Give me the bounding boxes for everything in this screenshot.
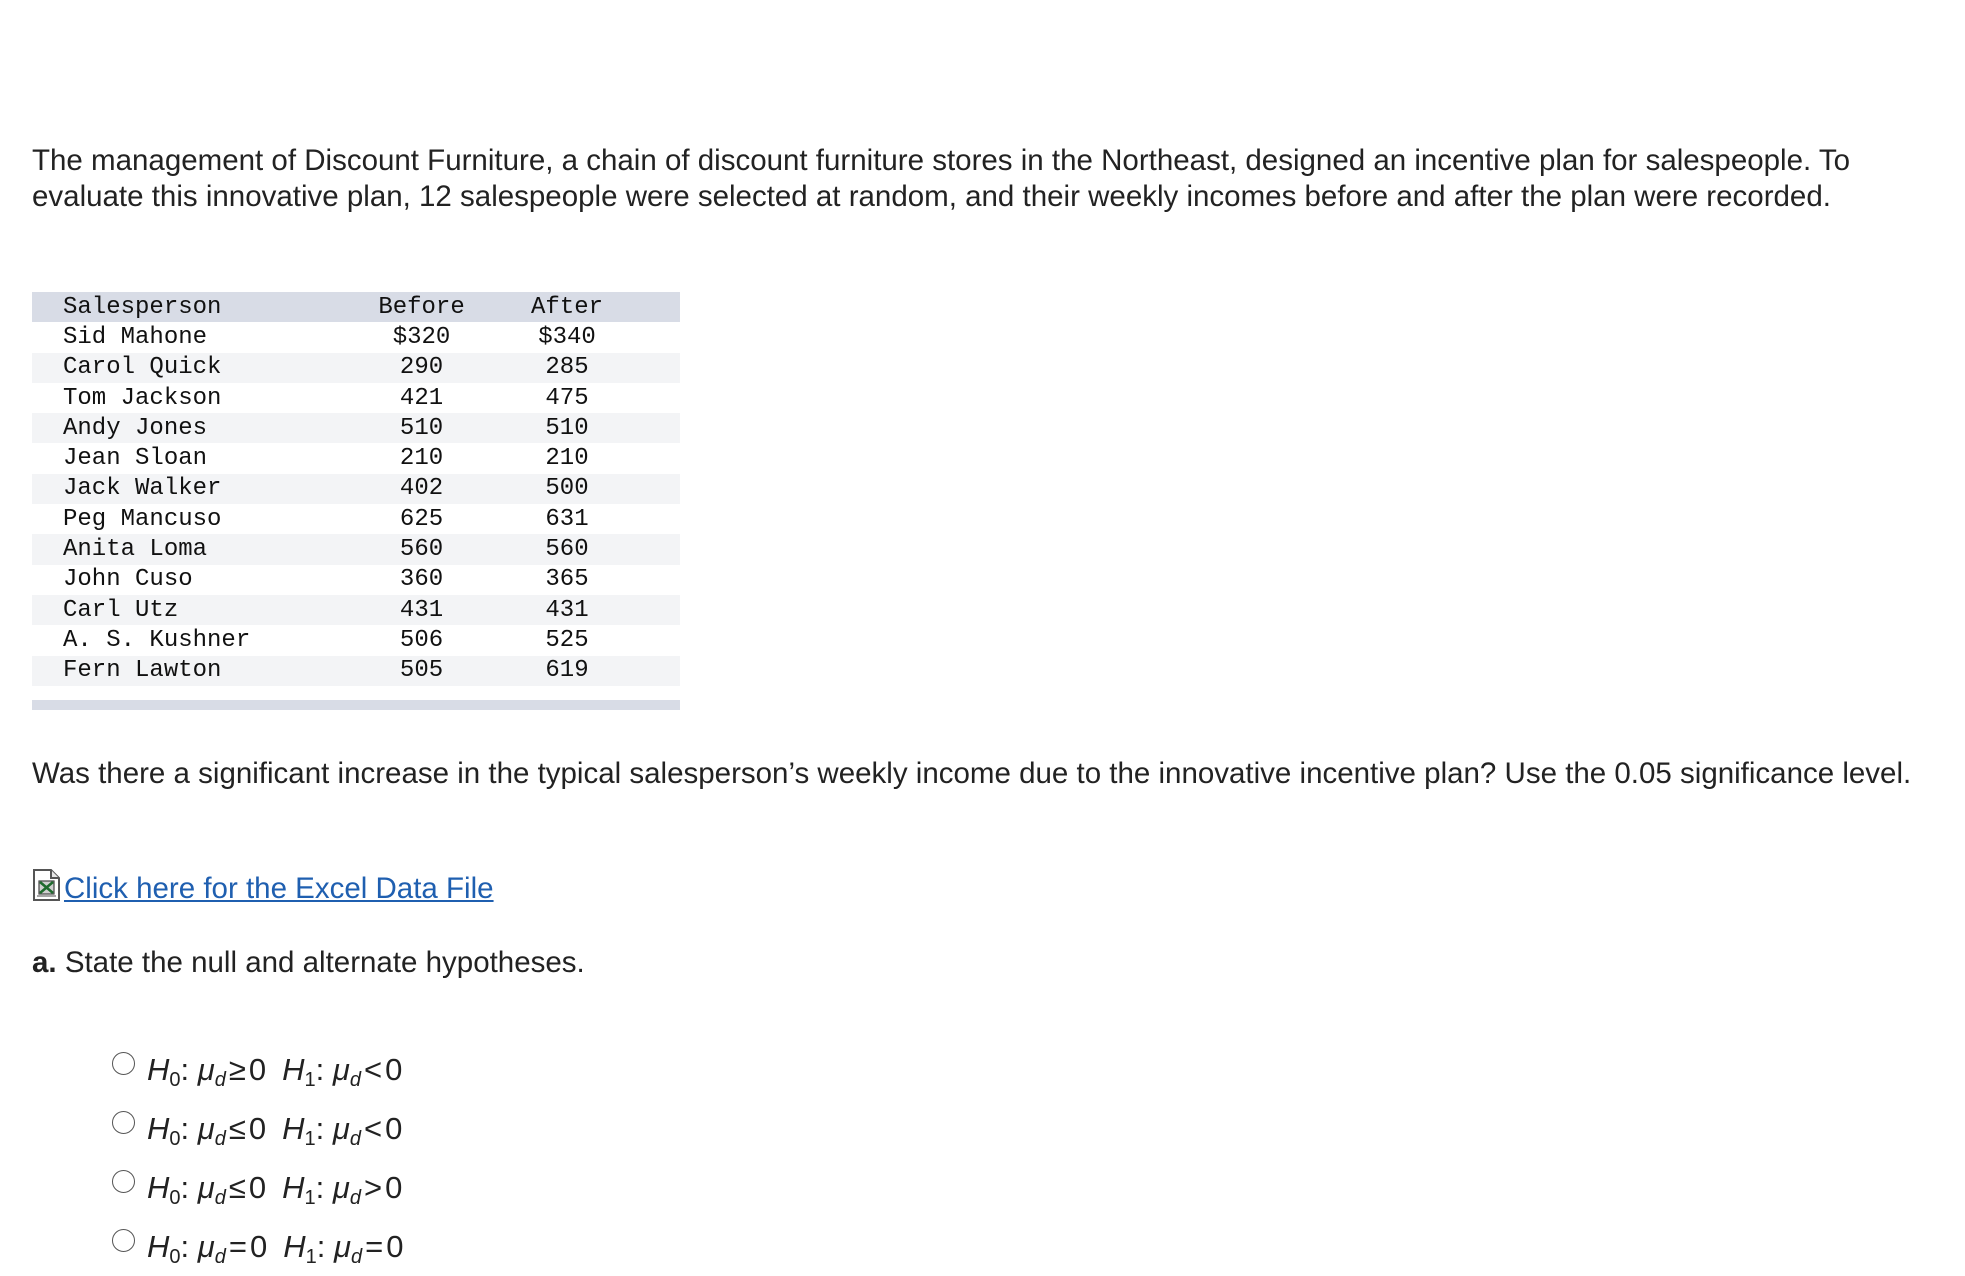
cell-salesperson: Anita Loma (63, 536, 208, 564)
cell-after: $340 (538, 323, 596, 351)
mu-subscript: d (349, 1186, 361, 1209)
cell-before: 210 (399, 445, 444, 473)
intro-paragraph: The management of Discount Furniture, a chain of discount furniture stores in the Northeast, designed an incentive plan for salespeople. To evaluate this innovative plan, 12 salespeople were selected at random, and their weekly incomes before and after the plan were recorded. (32, 144, 1851, 213)
cell-before: 290 (399, 354, 444, 382)
mu-symbol: μ (197, 1110, 215, 1146)
radio-button[interactable] (112, 1111, 135, 1134)
table-row (32, 565, 680, 595)
cell-after: 365 (545, 566, 589, 594)
h1-subscript: 1 (305, 1245, 317, 1268)
cell-before: 421 (399, 384, 444, 412)
cell-salesperson: A. S. Kushner (63, 626, 251, 654)
cell-salesperson: Andy Jones (63, 414, 208, 442)
mu-subscript: d (349, 1127, 361, 1150)
cell-after: 525 (545, 626, 589, 654)
cell-after: 431 (545, 596, 589, 624)
mu-subscript: d (350, 1245, 363, 1268)
mu-subscript: d (349, 1068, 361, 1091)
h1-operator: > (363, 1169, 383, 1205)
cell-after: 475 (545, 384, 589, 412)
h0-value: 0 (248, 1110, 267, 1146)
cell-before: 625 (399, 505, 444, 533)
h1-symbol: H (282, 1169, 305, 1205)
h1-symbol: H (283, 1228, 306, 1264)
table-row (32, 443, 680, 473)
hypothesis-text: $H_0$: $\mu_d\le 0$ $H_1$: $\mu_d<0$ (147, 1110, 403, 1150)
mu-symbol: μ (332, 1051, 350, 1087)
cell-before: 560 (399, 536, 444, 564)
h1-symbol: H (282, 1110, 305, 1146)
h0-operator: ≥ (228, 1051, 246, 1087)
h0-subscript: 0 (169, 1068, 181, 1091)
h1-operator: = (365, 1228, 384, 1264)
h1-value: 0 (386, 1228, 404, 1264)
cell-after: 510 (545, 414, 589, 442)
h1-operator: < (363, 1110, 383, 1146)
column-header-salesperson: Salesperson (63, 293, 222, 321)
part-a-label: a. (32, 946, 57, 979)
income-data-table (32, 292, 680, 686)
table-row (32, 322, 680, 352)
cell-after: 560 (545, 536, 589, 564)
h1-value: 0 (385, 1169, 403, 1205)
h0-subscript: 0 (169, 1245, 181, 1268)
hypothesis-option-1[interactable] (112, 1040, 403, 1099)
cell-salesperson: Jean Sloan (63, 445, 208, 473)
h0-value: 0 (248, 1169, 267, 1205)
cell-before: 505 (399, 657, 444, 685)
column-header-before: Before (378, 293, 465, 321)
cell-after: 285 (545, 354, 589, 382)
table-footer-bar (32, 700, 680, 710)
table-row (32, 413, 680, 443)
table-row (32, 625, 680, 655)
hypothesis-text: $H_0$: $\mu_d\le 0$ $H_1$: $\mu_d>0$ (147, 1169, 403, 1209)
h1-subscript: 1 (304, 1186, 316, 1209)
radio-button[interactable] (112, 1052, 135, 1075)
h1-subscript: 1 (304, 1068, 316, 1091)
h0-value: 0 (249, 1228, 268, 1264)
h1-symbol: H (282, 1051, 305, 1087)
h1-value: 0 (385, 1051, 403, 1087)
cell-salesperson: Jack Walker (63, 475, 222, 503)
cell-before: $320 (392, 323, 451, 351)
cell-salesperson: Fern Lawton (63, 657, 222, 685)
excel-data-file-link[interactable]: Click here for the Excel Data File (64, 872, 494, 905)
h0-subscript: 0 (169, 1127, 181, 1150)
mu-symbol: μ (197, 1169, 215, 1205)
mu-symbol: μ (332, 1110, 350, 1146)
question-paragraph: Was there a significant increase in the typical salesperson’s weekly income due to the innovative incentive plan? Use the 0.05 significance level. (32, 757, 1912, 790)
part-a-prompt (32, 945, 585, 981)
cell-salesperson: Peg Mancuso (63, 505, 222, 533)
cell-before: 431 (399, 596, 444, 624)
cell-before: 510 (399, 414, 444, 442)
cell-after: 619 (545, 657, 589, 685)
hypothesis-text: $H_0$: $\mu_d=0$ $H_1$: $\mu_d=0$ (147, 1228, 404, 1268)
table-row (32, 534, 680, 564)
cell-after: 210 (545, 445, 589, 473)
table-header-row (32, 292, 680, 322)
mu-symbol: μ (197, 1228, 215, 1264)
mu-subscript: d (214, 1127, 226, 1150)
cell-after: 631 (545, 505, 589, 533)
h0-operator: = (228, 1228, 247, 1264)
h0-subscript: 0 (169, 1186, 181, 1209)
excel-file-icon[interactable] (32, 868, 62, 902)
h1-subscript: 1 (304, 1127, 316, 1150)
cell-salesperson: Sid Mahone (63, 323, 208, 351)
column-header-after: After (531, 293, 604, 321)
part-a-text: State the null and alternate hypotheses. (64, 946, 585, 979)
mu-subscript: d (214, 1068, 226, 1091)
mu-subscript: d (214, 1186, 226, 1209)
mu-symbol: μ (197, 1051, 215, 1087)
cell-before: 506 (399, 626, 444, 654)
h1-value: 0 (385, 1110, 403, 1146)
cell-after: 500 (545, 475, 589, 503)
h0-symbol: H (147, 1110, 170, 1146)
table-row (32, 656, 680, 686)
radio-button[interactable] (112, 1170, 135, 1193)
mu-symbol: μ (332, 1169, 350, 1205)
h0-value: 0 (248, 1051, 267, 1087)
hypothesis-option-4[interactable] (112, 1217, 403, 1276)
table-row (32, 504, 680, 534)
excel-link-row[interactable] (32, 868, 494, 908)
h0-symbol: H (147, 1169, 170, 1205)
hypothesis-option-3[interactable] (112, 1158, 403, 1217)
cell-salesperson: Carl Utz (63, 596, 179, 624)
cell-before: 402 (399, 475, 444, 503)
h0-symbol: H (147, 1228, 170, 1264)
h0-symbol: H (147, 1051, 170, 1087)
h0-operator: ≤ (228, 1169, 246, 1205)
radio-button[interactable] (112, 1229, 135, 1252)
hypothesis-text: $H_0$: $\mu_d\ge 0$ $H_1$: $\mu_d<0$ (147, 1051, 403, 1091)
cell-salesperson: Carol Quick (63, 354, 222, 382)
h0-operator: ≤ (228, 1110, 246, 1146)
hypothesis-options (112, 1040, 403, 1276)
mu-subscript: d (214, 1245, 226, 1268)
table-row (32, 383, 680, 413)
table-row (32, 474, 680, 504)
cell-salesperson: Tom Jackson (63, 384, 222, 412)
mu-symbol: μ (333, 1228, 351, 1264)
cell-before: 360 (399, 566, 444, 594)
table-row (32, 595, 680, 625)
cell-salesperson: John Cuso (63, 566, 193, 594)
hypothesis-option-2[interactable] (112, 1099, 403, 1158)
h1-operator: < (363, 1051, 383, 1087)
table-row (32, 353, 680, 383)
